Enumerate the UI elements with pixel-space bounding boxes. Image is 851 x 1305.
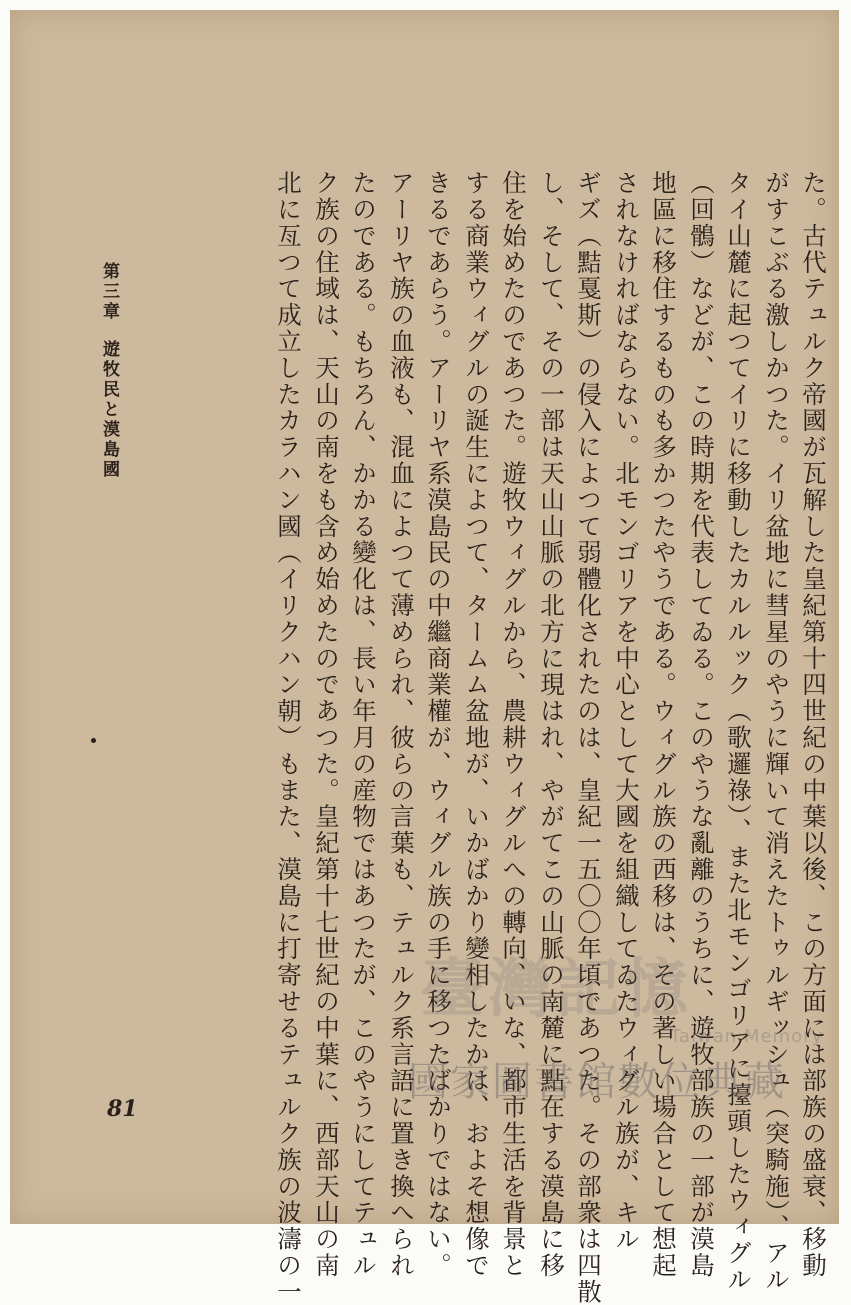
- text-column-6: されなければならない。北モンゴリアを中心として大國を組織してゐたウィグル族が、キル: [612, 170, 641, 1253]
- page-number: 81: [107, 1096, 138, 1122]
- text-column-11: きるであらう。アーリヤ系漠島民の中繼商業權が、ウィグル族の手に移つたばかりではない。: [424, 170, 453, 1279]
- chapter-title: 遊牧民と漠島國: [99, 340, 119, 480]
- text-column-8: し、そして、その一部は天山山脈の北方に現はれ、やがてこの山脈の南麓に點在する漠島に移: [537, 170, 566, 1279]
- text-column-12: アーリヤ族の血液も、混血によつて薄められ、彼らの言葉も、テュルク系言語に置き換へられ: [387, 170, 416, 1279]
- text-column-5: 地區に移住するものも多かつたやうである。ウィグル族の西移は、その著しい場合として想起: [649, 170, 678, 1279]
- text-column-9: 住を始めたのであつた。遊牧ウィグルから、農耕ウィグルへの轉向、いな、都市生活を背景と: [499, 170, 528, 1279]
- watermark-label: 國家圖書館數位典藏: [408, 1059, 786, 1105]
- text-column-3: タイ山麓に起つてイリに移動したカルルック（歌邏祿）、また北モンゴリアに擡頭したウィグル: [724, 170, 753, 1293]
- watermark-english: Taiwan Memory: [670, 1026, 824, 1047]
- running-header: [100, 262, 117, 582]
- text-column-13: たのである。もちろん、かかる變化は、長い年月の産物ではあつたが、このやうにしてテュル: [349, 170, 378, 1279]
- text-column-7: ギズ（黠戛斯）の侵入によつて弱體化されたのは、皇紀一五〇〇年頃であつた。その部衆は四散: [574, 170, 603, 1305]
- watermark-logo: 臺灣記憶: [420, 952, 692, 1027]
- text-column-10: する商業ウィグルの誕生によつて、タームム盆地が、いかばかり變相したかは、およそ想像で: [462, 170, 491, 1279]
- text-column-14: ク族の住域は、天山の南をも含め始めたのであつた。皇紀第十七世紀の中葉に、西部天山の南: [312, 170, 341, 1279]
- chapter-label: 第三章: [99, 262, 119, 322]
- text-column-4: （回鶻）などが、この時期を代表してゐる。このやうな亂離のうちに、遊牧部族の一部が漠島: [687, 170, 716, 1279]
- ink-dot: [91, 738, 96, 743]
- text-column-15: 北に亙つて成立したカラハン國（イリクハン朝）もまた、漠島に打寄せるテュルク族の波濤の一: [274, 170, 303, 1305]
- text-column-2: がすこぶる激しかつた。イリ盆地に彗星のやうに輝いて消えたトゥルギッシュ（突騎施）、アル: [762, 170, 791, 1293]
- text-column-1: た。古代テュルク帝國が瓦解した皇紀第十四世紀の中葉以後、この方面には部族の盛衰、移動: [799, 170, 828, 1279]
